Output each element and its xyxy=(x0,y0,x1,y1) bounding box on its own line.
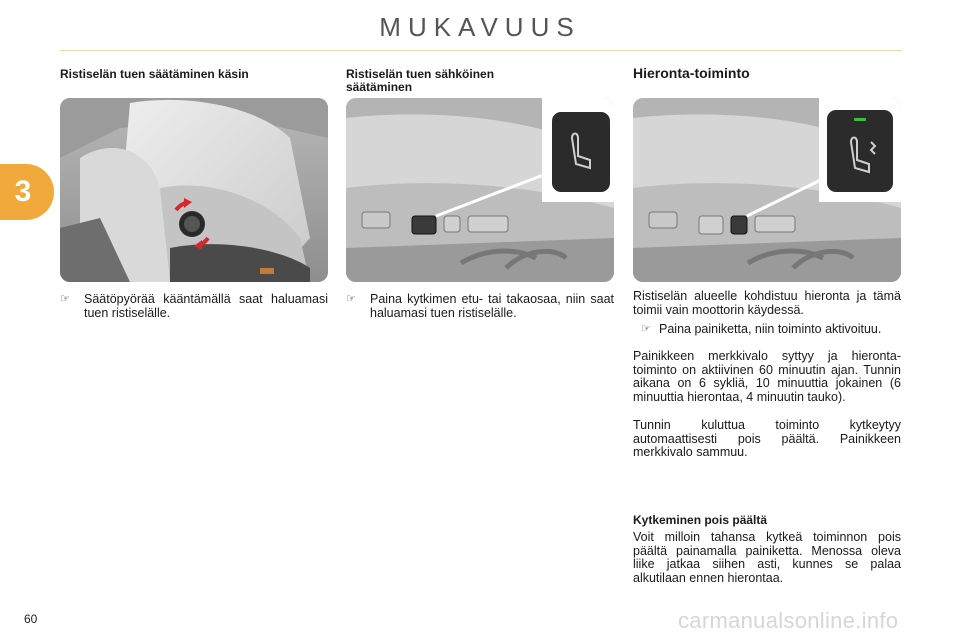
chapter-tab xyxy=(0,164,54,220)
pointer-hand-icon: ☞ xyxy=(346,293,356,305)
switch-off-title: Kytkeminen pois päältä xyxy=(633,513,768,527)
header-divider xyxy=(60,50,902,51)
section-title-massage: Hieronta-toiminto xyxy=(633,65,750,81)
section-title-manual: Ristiselän tuen säätäminen käsin xyxy=(60,67,249,81)
massage-intro: Ristiselän alueelle kohdistuu hieronta ja tämä toimii vain moottorin käydessä. xyxy=(633,289,901,317)
electric-lumbar-photo xyxy=(346,98,614,282)
massage-paragraph-2: Tunnin kuluttua toiminto kytkeytyy automaattisesti pois päältä. Painikkeen merkkivalo sammuu. xyxy=(633,418,901,459)
chapter-number: 3 xyxy=(14,175,32,208)
seat-switch-illustration xyxy=(346,98,614,282)
section-title-electric: Ristiselän tuen sähköinen säätäminen xyxy=(346,67,495,94)
pointer-hand-icon: ☞ xyxy=(60,293,70,305)
massage-paragraph-1: Painikkeen merkkivalo syttyy ja hieronta-toiminto on aktiivinen 60 minuutin ajan. Tunnin aikana on 6 sykliä, 10 minuuttia jokainen (6 minuuttia hierontaa, 4 minuutin tauko). xyxy=(633,349,901,404)
page-title: MUKAVUUS xyxy=(379,12,581,42)
switch-off-paragraph: Voit milloin tahansa kytkeä toiminnon pois päältä painamalla painiketta. Menossa oleva liike jatkaa siihen asti, kunnes se palaa alkutilaan ennen hierontaa. xyxy=(633,530,901,585)
watermark-text: carmanualsonline.info xyxy=(678,608,899,633)
seat-side-illustration xyxy=(60,98,328,282)
massage-button-photo xyxy=(633,98,901,282)
manual-lumbar-photo xyxy=(60,98,328,282)
electric-instruction: ☞ Paina kytkimen etu- tai takaosaa, niin saat haluamasi tuen ristiselälle. xyxy=(346,292,614,320)
page-number: 60 xyxy=(24,612,38,626)
massage-switch-illustration xyxy=(633,98,901,282)
manual-instruction: ☞ Säätöpyörää kääntämällä saat haluamasi tuen ristiselälle. xyxy=(60,292,328,320)
pointer-hand-icon: ☞ xyxy=(641,323,651,335)
massage-instruction: ☞ Paina painiketta, niin toiminto aktivoituu. xyxy=(641,322,882,336)
